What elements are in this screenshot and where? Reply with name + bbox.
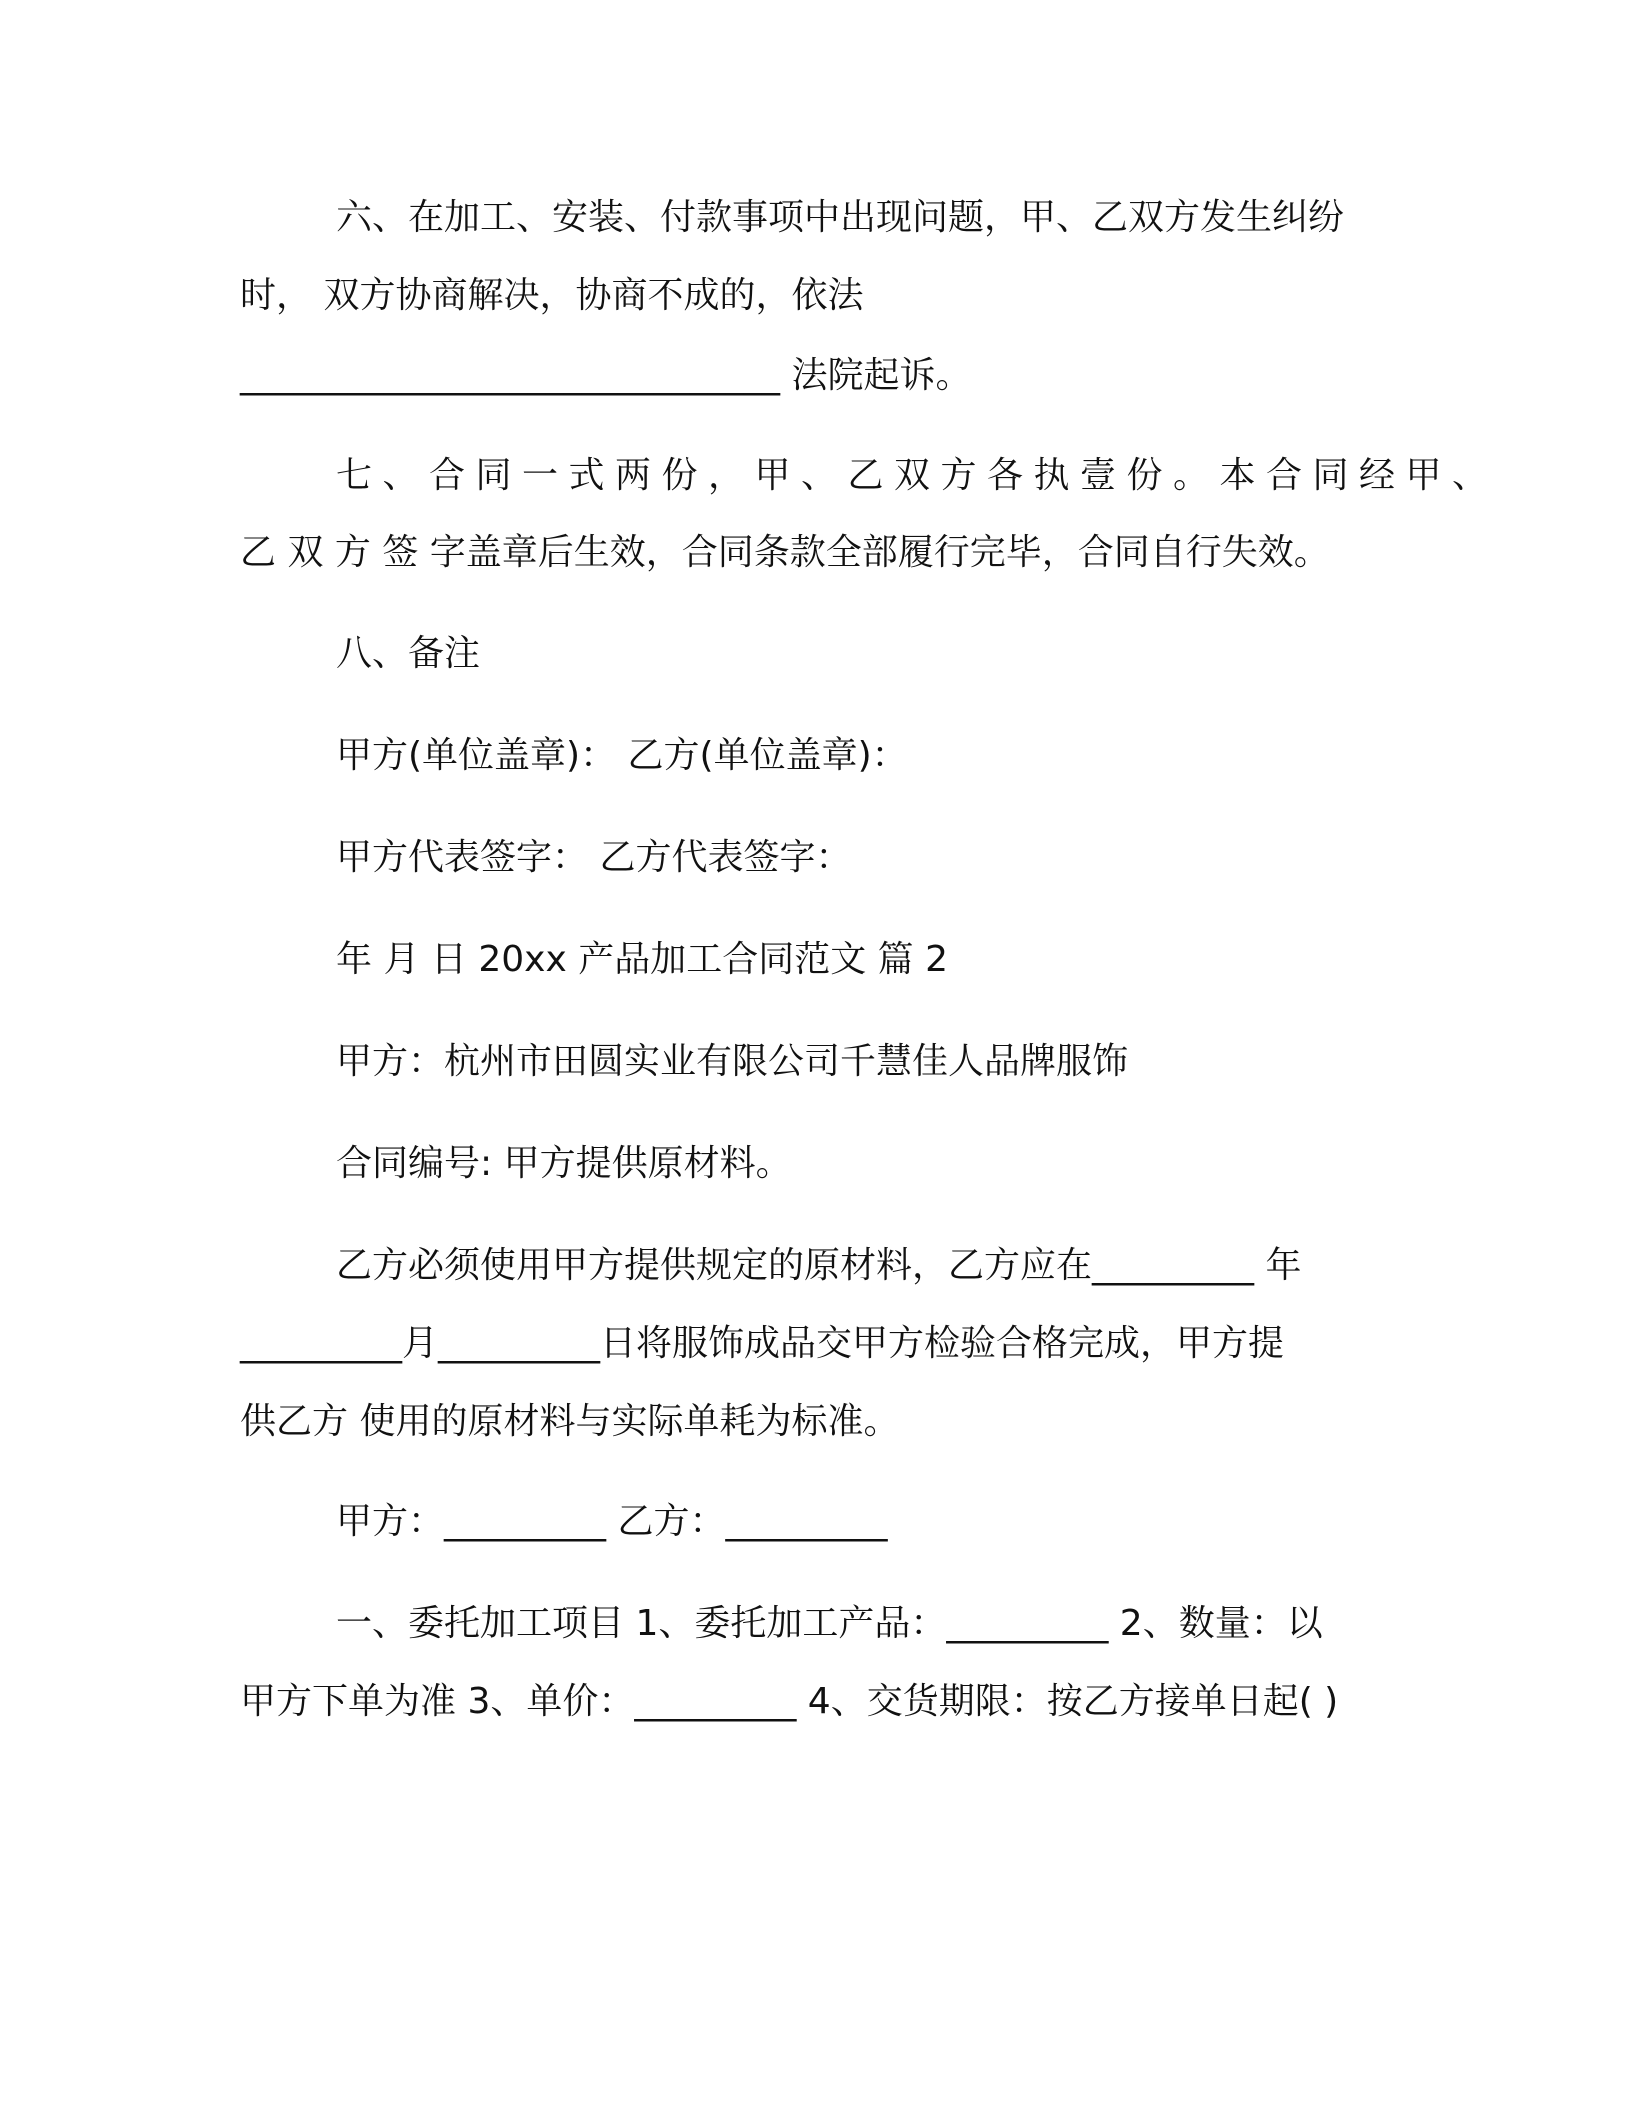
party-seal-line: 甲方(单位盖章)： 乙方(单位盖章)： [336, 735, 908, 776]
materials-line-3: 供乙方 使用的原材料与实际单耗为标准。 [240, 1401, 900, 1442]
parties-blank-line: 甲方：_________ 乙方：_________ [336, 1501, 888, 1542]
clause-6-line-2: 时， 双方协商解决，协商不成的，依法 [240, 275, 864, 316]
clause-6-line-1: 六、在加工、安装、付款事项中出现问题，甲、乙双方发生纠纷 [336, 197, 1345, 238]
date-title-line: 年 月 日 20xx 产品加工合同范文 篇 2 [336, 939, 948, 980]
clause-8-heading: 八、备注 [336, 633, 481, 674]
party-a-line: 甲方：杭州市田圆实业有限公司千慧佳人品牌服饰 [336, 1041, 1129, 1082]
clause-1-line-2: 甲方下单为准 3、单价：_________ 4、交货期限：按乙方接单日起( ) [240, 1681, 1339, 1722]
materials-line-1: 乙方必须使用甲方提供规定的原材料，乙方应在_________ 年 [336, 1245, 1302, 1286]
materials-line-2: _________月_________日将服饰成品交甲方检验合格完成，甲方提 [240, 1323, 1285, 1364]
clause-7-line-2: 乙 双 方 签 字盖章后生效，合同条款全部履行完毕，合同自行失效。 [240, 532, 1330, 573]
clause-1-line-1: 一、委托加工项目 1、委托加工产品：_________ 2、数量：以 [336, 1603, 1323, 1644]
contract-number-line: 合同编号: 甲方提供原材料。 [336, 1143, 792, 1184]
representative-signature-line: 甲方代表签字： 乙方代表签字： [336, 837, 852, 878]
clause-6-line-3: ______________________________ 法院起诉。 [240, 355, 972, 396]
clause-7-line-1: 七、合同一式两份，甲、乙双方各执壹份。本合同经甲、 [336, 455, 1499, 496]
